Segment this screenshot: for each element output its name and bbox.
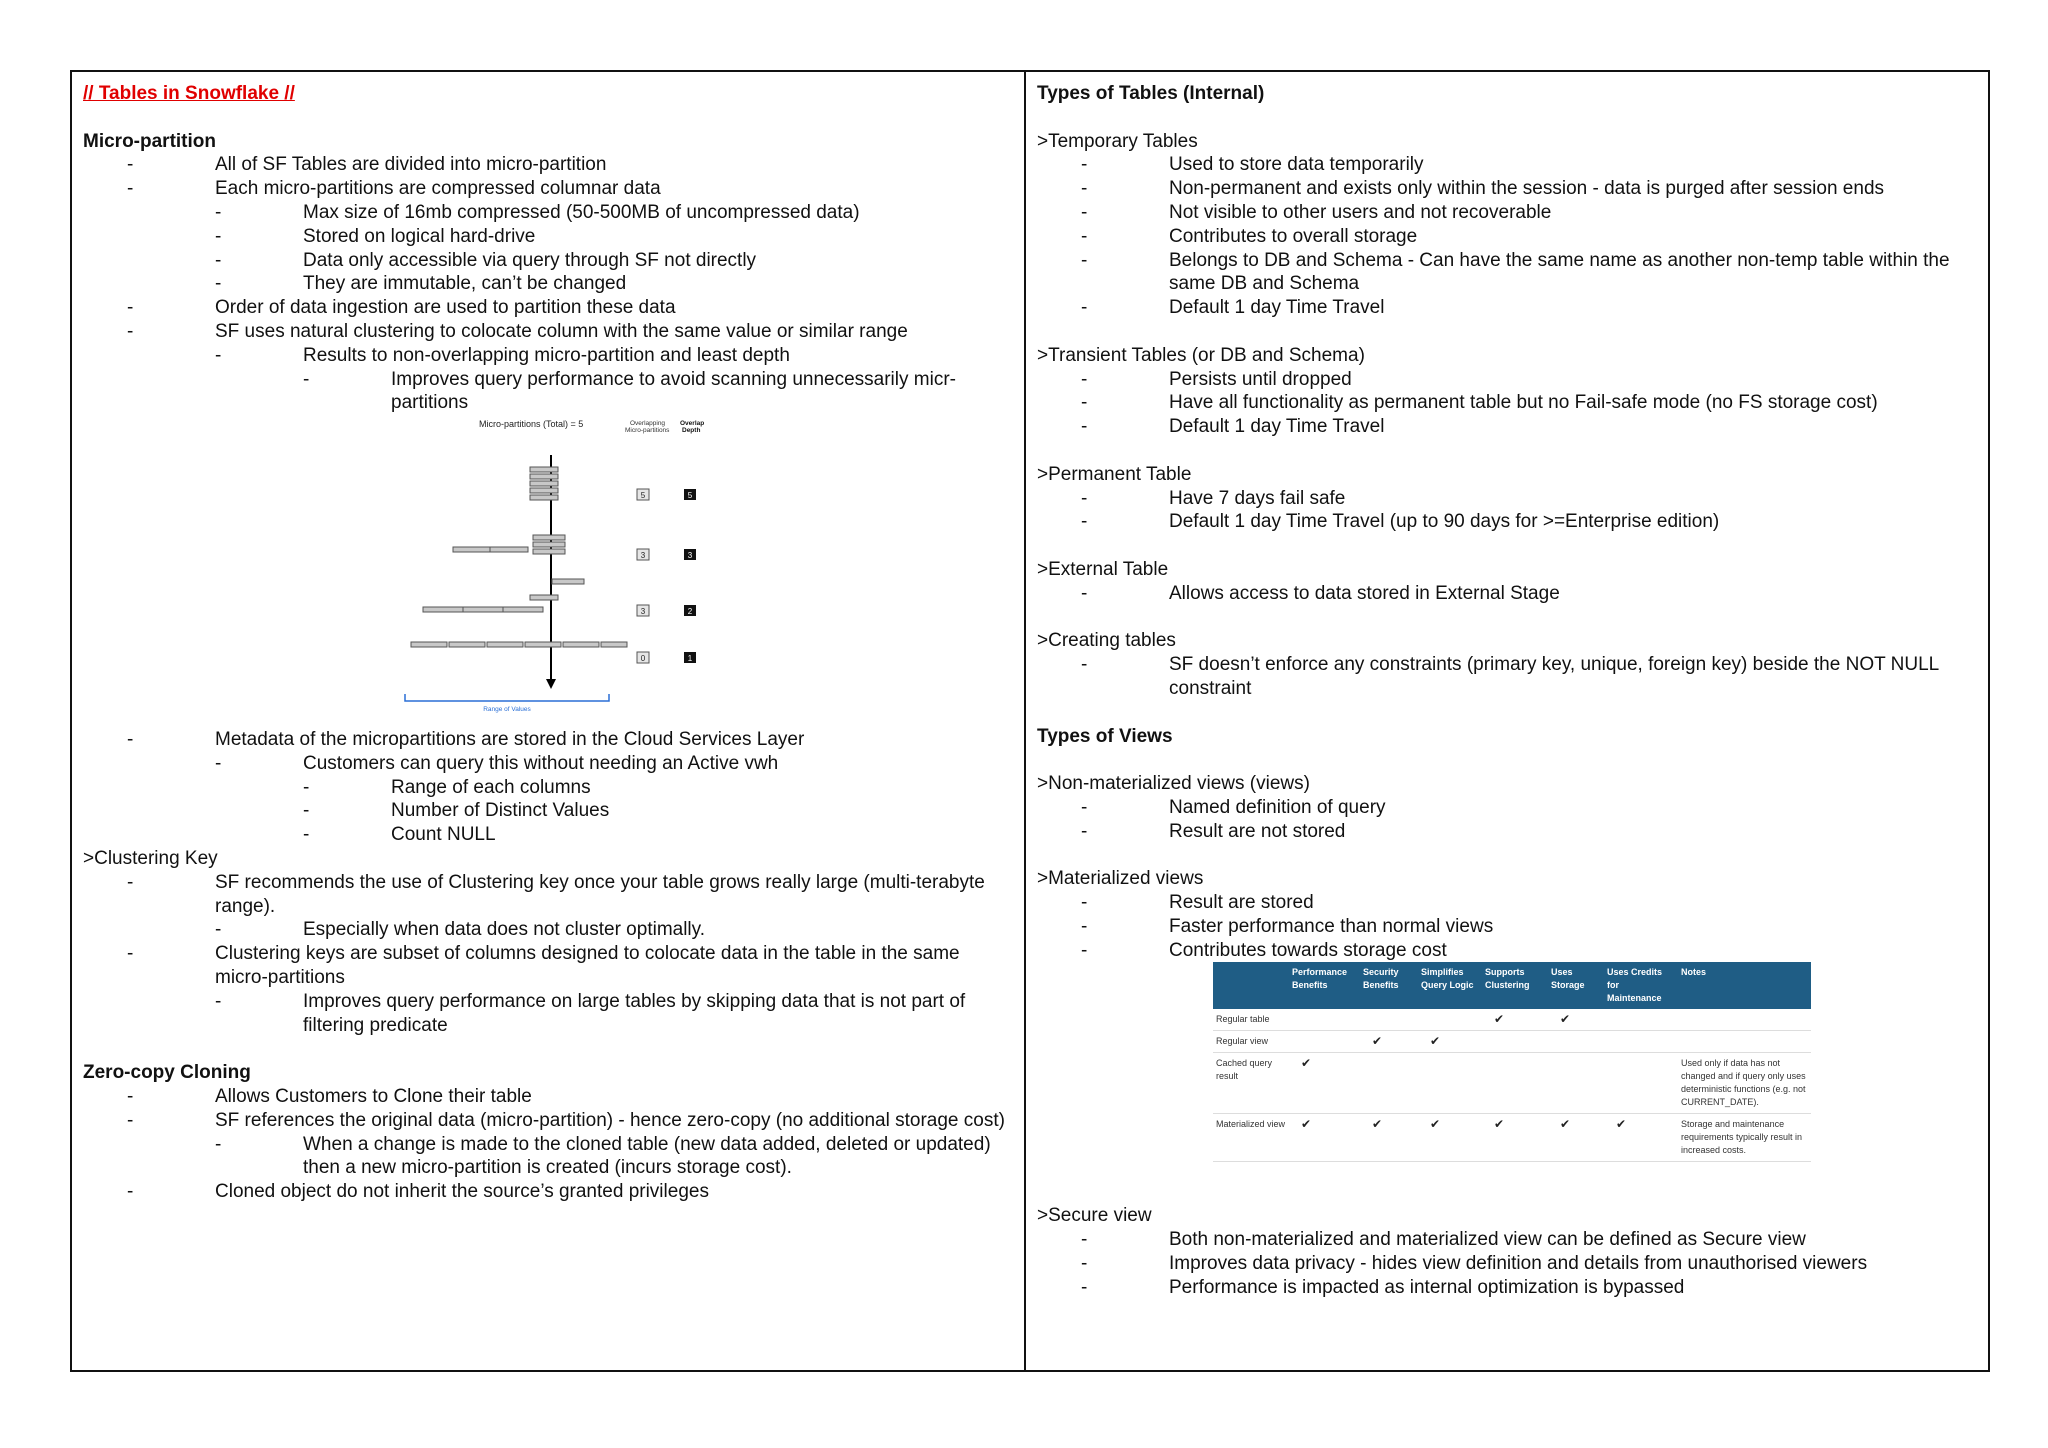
list-item: - Number of Distinct Values [303,800,610,822]
list-item: - Improves query performance to avoid scanning unnecessarily micr-partitions [303,368,956,414]
external-table-heading: >External Table [1037,558,1169,580]
list-item: - Allows Customers to Clone their table [127,1085,532,1107]
list-item: - When a change is made to the cloned table (new data added, deleted or updated) then a new micro-partition is created (incurs storage cost). [215,1133,991,1179]
list-item: - Have 7 days fail safe [1081,487,1346,509]
column-header: Uses Credits for Maintenance [1604,962,1678,1009]
column-header: Performance Benefits [1289,962,1360,1009]
list-item: - Range of each columns [303,776,591,798]
creating-tables-heading: >Creating tables [1037,630,1176,652]
list-item: - Contributes towards storage cost [1081,939,1447,961]
table-row: Regular table ✔ ✔ [1213,1009,1811,1031]
column-header: Simplifies Query Logic [1418,962,1482,1009]
svg-text:5: 5 [687,491,693,501]
list-item: - Have all functionality as permanent table but no Fail-safe mode (no FS storage cost) [1081,392,1878,414]
list-item: - SF doesn’t enforce any constraints (primary key, unique, foreign key) beside the NOT NULL constraint [1081,654,1939,699]
list-item: - Result are stored [1081,892,1314,914]
column-header: Security Benefits [1360,962,1418,1009]
list-item: - Metadata of the micropartitions are stored in the Cloud Services Layer [127,728,805,750]
figure-col2-line1: Overlap [680,420,705,428]
list-item: - Results to non-overlapping micro-partition and least depth [215,344,790,366]
types-of-views-heading: Types of Views [1037,725,1173,747]
list-item: - Order of data ingestion are used to partition these data [127,297,676,319]
micro-partition-heading: Micro-partition [83,130,216,152]
svg-text:5: 5 [640,491,646,501]
right-column [1026,72,1988,1370]
svg-text:3: 3 [640,551,646,561]
views-comparison-table [1213,962,1811,1162]
micro-partition-diagram [83,417,1013,717]
table-header-row [1213,962,1811,1009]
column-header: Notes [1678,962,1811,1009]
svg-text:0: 0 [640,654,646,664]
list-item: - Clustering keys are subset of columns designed to colocate data in the table in the same micro-partitions [127,943,960,988]
secure-view-heading: >Secure view [1037,1205,1152,1227]
doc-title: // Tables in Snowflake // [83,83,295,104]
list-item: - SF uses natural clustering to colocate column with the same value or similar range [127,320,908,342]
permanent-table-heading: >Permanent Table [1037,463,1192,485]
temporary-tables-heading: >Temporary Tables [1037,130,1198,152]
list-item: - Max size of 16mb compressed (50-500MB of uncompressed data) [215,201,860,223]
list-item: - Both non-materialized and materialized view can be defined as Secure view [1081,1229,1806,1251]
list-item: - Used to store data temporarily [1081,154,1424,176]
transient-tables-heading: >Transient Tables (or DB and Schema) [1037,344,1365,366]
list-item: - SF references the original data (micro-partition) - hence zero-copy (no additional storage cost) [127,1109,1005,1131]
left-column [72,72,1026,1370]
list-item: - Each micro-partitions are compressed columnar data [127,178,661,200]
column-header: Supports Clustering [1482,962,1548,1009]
list-item: - Count NULL [303,824,496,846]
figure-title: Micro-partitions (Total) = 5 [479,419,584,430]
document-sheet [70,70,1990,1372]
list-item: - Cloned object do not inherit the source’s granted privileges [127,1181,709,1203]
list-item: - All of SF Tables are divided into micro-partition [127,154,607,176]
table-row: Regular view ✔ ✔ [1213,1031,1811,1053]
list-item: - Contributes to overall storage [1081,225,1418,247]
list-item: - Stored on logical hard-drive [215,225,536,247]
svg-text:3: 3 [687,551,693,561]
list-item: - Allows access to data stored in External Stage [1081,582,1560,604]
list-item: - Belongs to DB and Schema - Can have the same name as another non-temp table within the same DB and Schema [1081,249,1950,295]
list-item: - They are immutable, can’t be changed [215,273,627,295]
range-label: Range of Values [483,706,531,714]
list-item: - Faster performance than normal views [1081,915,1494,937]
list-item: - Result are not stored [1081,820,1346,842]
list-item: - Data only accessible via query through SF not directly [215,249,757,271]
list-item: - Especially when data does not cluster optimally. [215,919,706,941]
micro-partition-figure [83,417,1013,724]
clustering-key-heading: >Clustering Key [83,847,218,869]
non-materialized-views-heading: >Non-materialized views (views) [1037,773,1310,795]
figure-col1-line1: Overlapping [630,420,666,428]
svg-text:3: 3 [640,607,646,617]
zero-copy-heading: Zero-copy Cloning [83,1062,251,1084]
list-item: - Performance is impacted as internal optimization is bypassed [1081,1276,1685,1298]
list-item: - Persists until dropped [1081,368,1352,390]
table-row: Cached query result ✔ Used only if data has not changed and if query only uses deterministic functions (e.g. not CURRENT_DATE). [1213,1053,1811,1114]
types-of-tables-heading: Types of Tables (Internal) [1037,83,1265,104]
list-item: - SF recommends the use of Clustering key once your table grows really large (multi-terabyte range). [127,871,985,917]
figure-col1-line2: Micro-partitions [625,427,670,435]
list-item: - Default 1 day Time Travel [1081,297,1385,319]
svg-text:2: 2 [687,607,693,617]
list-item: - Not visible to other users and not recoverable [1081,201,1552,223]
list-item: - Default 1 day Time Travel [1081,416,1385,438]
list-item: - Improves query performance on large tables by skipping data that is not part of filtering predicate [215,990,966,1036]
figure-col2-line2: Depth [682,427,701,435]
list-item: - Named definition of query [1081,796,1386,818]
table-row: Materialized view ✔ ✔ ✔ ✔ ✔ ✔ Storage and maintenance requirements typically result in increased costs. [1213,1114,1811,1162]
list-item: - Improves data privacy - hides view definition and details from unauthorised viewers [1081,1253,1868,1275]
column-header: Uses Storage [1548,962,1604,1009]
materialized-views-heading: >Materialized views [1037,868,1204,890]
list-item: - Non-permanent and exists only within the session - data is purged after session ends [1081,178,1885,200]
svg-text:1: 1 [687,654,693,664]
list-item: - Customers can query this without needing an Active vwh [215,752,779,774]
list-item: - Default 1 day Time Travel (up to 90 days for >=Enterprise edition) [1081,511,1720,533]
